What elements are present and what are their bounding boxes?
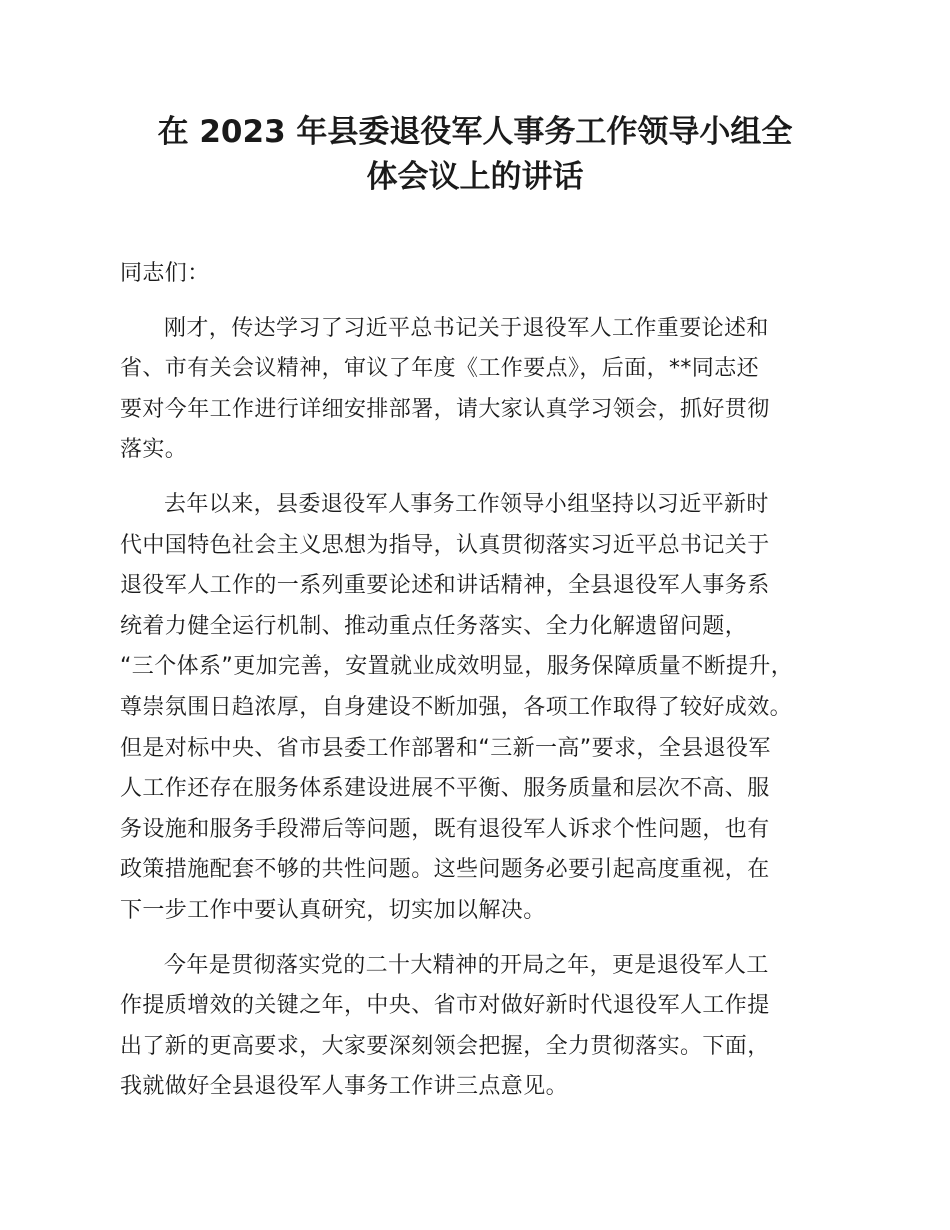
paragraph-line: 刚才，传达学习了习近平总书记关于退役军人工作重要论述和 — [164, 315, 769, 341]
paragraph-line: 务设施和服务手段滞后等问题，既有退役军人诉求个性问题，也有 — [120, 816, 770, 842]
paragraph-line: 统着力健全运行机制、推动重点任务落实、全力化解遗留问题， — [120, 613, 748, 639]
paragraph-line: 退役军人工作的一系列重要论述和讲话精神，全县退役军人事务系 — [120, 573, 770, 599]
paragraph-line: 我就做好全县退役军人事务工作讲三点意见。 — [120, 1074, 569, 1100]
paragraph-3 — [120, 946, 842, 1108]
paragraph-line: 代中国特色社会主义思想为指导，认真贯彻落实习近平总书记关于 — [120, 532, 770, 558]
paragraph-line: 出了新的更高要求，大家要深刻领会把握，全力贯彻落实。下面， — [120, 1033, 770, 1059]
paragraph-line: 但是对标中央、省市县委工作部署和“三新一高”要求，全县退役军 — [120, 735, 771, 761]
paragraph-line: 作提质增效的关键之年，中央、省市对做好新时代退役军人工作提 — [120, 993, 770, 1019]
paragraph-line: 去年以来，县委退役军人事务工作领导小组坚持以习近平新时 — [164, 491, 769, 517]
title-line-1: 在 2023 年县委退役军人事务工作领导小组全 — [157, 114, 793, 150]
document-title — [120, 110, 830, 200]
paragraph-line: 下一步工作中要认真研究，切实加以解决。 — [120, 897, 546, 923]
paragraph-line: 今年是贯彻落实党的二十大精神的开局之年，更是退役军人工 — [164, 952, 769, 978]
paragraph-line: 要对今年工作进行详细安排部署，请大家认真学习领会，抓好贯彻 — [120, 396, 770, 422]
title-line-2: 体会议上的讲话 — [366, 159, 584, 195]
paragraph-line: 人工作还存在服务体系建设进展不平衡、服务质量和层次不高、服 — [120, 776, 770, 802]
paragraph-line: 尊崇氛围日趋浓厚，自身建设不断加强，各项工作取得了较好成效。 — [120, 694, 793, 720]
paragraph-1 — [120, 309, 842, 471]
salutation: 同志们： — [120, 261, 210, 286]
paragraph-line: 政策措施配套不够的共性问题。这些问题务必要引起高度重视，在 — [120, 857, 770, 883]
paragraph-line: “三个体系”更加完善，安置就业成效明显，服务保障质量不断提升， — [120, 654, 794, 680]
paragraph-2 — [120, 485, 842, 932]
document-body — [120, 254, 842, 1122]
paragraph-line: 落实。 — [120, 437, 188, 463]
paragraph-line: 省、市有关会议精神，审议了年度《工作要点》，后面，**同志还 — [120, 356, 760, 382]
